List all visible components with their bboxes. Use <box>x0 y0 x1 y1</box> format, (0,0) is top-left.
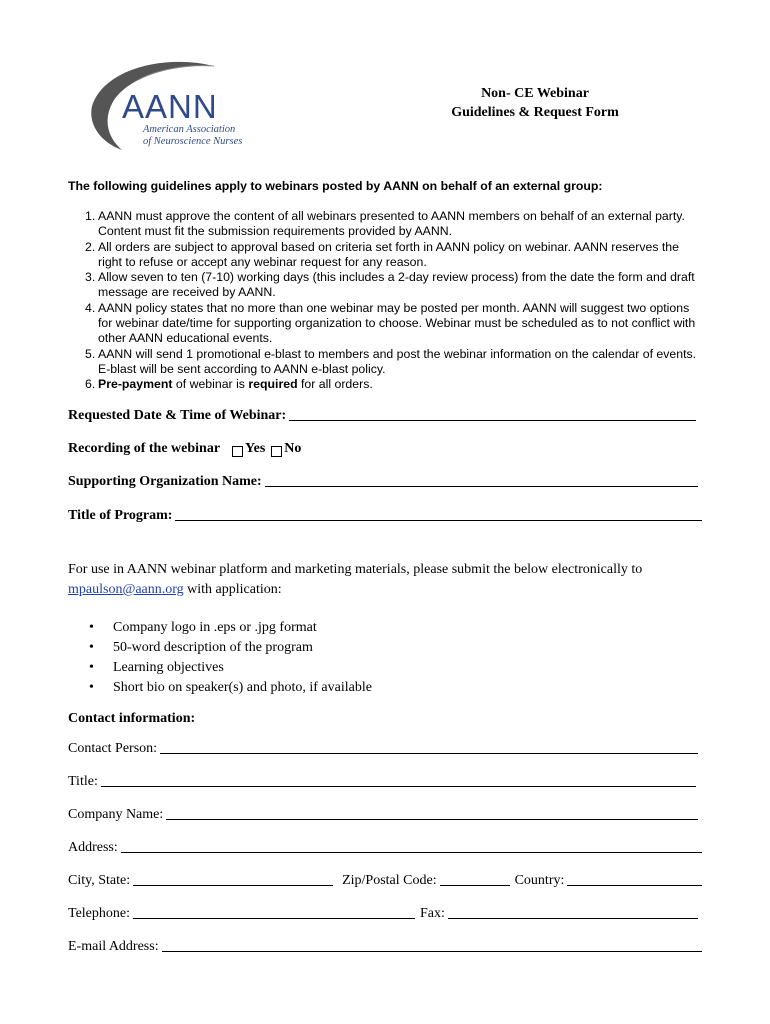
bullet-icon: • <box>89 660 94 675</box>
guideline-text: AANN will send 1 promotional e-blast to members and post the webinar information on the calendar of events. E-blast will be sent according to AANN e-blast policy. <box>98 346 697 376</box>
telephone-row <box>68 906 704 922</box>
aann-logo <box>86 58 276 158</box>
telephone-label: Telephone: <box>68 906 130 921</box>
email-field[interactable] <box>162 950 702 952</box>
fax-field[interactable] <box>448 917 698 919</box>
guideline-number: 3. <box>85 270 96 285</box>
requested-date-label: Requested Date & Time of Webinar: <box>68 408 287 423</box>
list-item <box>68 618 668 638</box>
list-item-text: Short bio on speaker(s) and photo, if available <box>113 680 372 695</box>
contact-person-label: Contact Person: <box>68 741 158 756</box>
logo-wordmark: AANN <box>122 88 218 125</box>
zip-label: Zip/Postal Code: <box>342 873 437 888</box>
guidelines-intro: The following guidelines apply to webinars posted by AANN on behalf of an external group: <box>68 179 603 193</box>
contact-title-row <box>68 774 704 790</box>
recording-row <box>68 441 704 457</box>
contact-person-field[interactable] <box>160 752 698 754</box>
program-title-row <box>68 508 704 524</box>
contact-heading: Contact information: <box>68 711 196 726</box>
bullet-icon: • <box>89 640 94 655</box>
materials-text-end: with application: <box>183 582 282 597</box>
list-item <box>68 638 668 658</box>
guideline-number: 5. <box>85 346 96 361</box>
prepayment-text: Pre-payment <box>98 377 173 392</box>
supporting-org-row <box>68 474 704 490</box>
address-field[interactable] <box>121 851 702 853</box>
recording-yes-label: Yes <box>245 441 266 456</box>
program-title-field[interactable] <box>175 519 702 521</box>
city-state-field[interactable] <box>133 884 333 886</box>
list-item <box>68 678 668 698</box>
logo-subtitle-line1: American Association <box>143 124 236 135</box>
program-title-label: Title of Program: <box>68 508 173 523</box>
guideline-number: 6. <box>85 377 96 392</box>
bullet-icon: • <box>89 680 94 695</box>
fax-label: Fax: <box>420 906 445 921</box>
guideline-item <box>68 347 704 378</box>
materials-text: For use in AANN webinar platform and marketing materials, please submit the below electronically to <box>68 562 643 577</box>
contact-person-row <box>68 741 704 757</box>
company-name-field[interactable] <box>166 818 698 820</box>
guideline-item <box>68 270 704 301</box>
guideline-text: of webinar is <box>172 377 249 392</box>
country-field[interactable] <box>567 884 702 886</box>
email-row <box>68 939 704 955</box>
guideline-text: Allow seven to ten (7-10) working days (this includes a 2-day review process) from the date the form and draft message are received by AANN. <box>98 270 695 300</box>
recording-label: Recording of the webinar <box>68 441 221 456</box>
logo-subtitle <box>143 124 242 148</box>
title-line1: Non- CE Webinar <box>481 86 589 101</box>
email-label: E-mail Address: <box>68 939 159 954</box>
document-title <box>430 84 640 122</box>
guideline-text: for all orders. <box>297 377 373 392</box>
city-state-label: City, State: <box>68 873 131 888</box>
guideline-number: 2. <box>85 239 96 254</box>
zip-field[interactable] <box>440 884 510 886</box>
guideline-number: 1. <box>85 209 96 223</box>
address-row <box>68 840 704 856</box>
company-name-row <box>68 807 704 823</box>
list-item-text: 50-word description of the program <box>113 640 313 655</box>
guideline-item <box>68 301 704 347</box>
recording-no-checkbox[interactable] <box>271 446 282 457</box>
address-label: Address: <box>68 840 118 855</box>
guideline-item <box>68 240 704 271</box>
materials-list <box>68 618 668 698</box>
city-row <box>68 873 704 889</box>
contact-title-field[interactable] <box>101 785 696 787</box>
guideline-item <box>68 377 704 392</box>
guideline-item <box>68 209 704 240</box>
guideline-text: AANN policy states that no more than one webinar may be posted per month. AANN will suggest two options for webinar date/time for supporting organization to choose. Webinar must be scheduled as to not conflict with other AANN educational events. <box>98 300 696 346</box>
supporting-org-field[interactable] <box>265 485 698 487</box>
guideline-text: AANN must approve the content of all webinars presented to AANN members on behalf of an external party. Content must fit the submission requirements provided by AANN. <box>98 209 685 239</box>
logo-subtitle-line2: of Neuroscience Nurses <box>143 136 243 147</box>
title-line2: Guidelines & Request Form <box>451 105 619 120</box>
country-label: Country: <box>514 873 565 888</box>
list-item-text: Learning objectives <box>113 660 224 675</box>
company-name-label: Company Name: <box>68 807 164 822</box>
telephone-field[interactable] <box>133 917 415 919</box>
materials-paragraph <box>68 560 704 600</box>
requested-date-field[interactable] <box>289 419 696 421</box>
recording-no-label: No <box>284 441 302 456</box>
contact-title-label: Title: <box>68 774 98 789</box>
recording-yes-checkbox[interactable] <box>232 446 243 457</box>
bullet-icon: • <box>89 620 94 635</box>
supporting-org-label: Supporting Organization Name: <box>68 474 262 489</box>
email-link[interactable]: mpaulson@aann.org <box>68 582 184 597</box>
guideline-text: All orders are subject to approval based on criteria set forth in AANN policy on webinar. AANN reserves the right to refuse or accept any webinar request for any reason. <box>98 239 679 269</box>
required-text: required <box>248 377 298 392</box>
requested-date-row <box>68 408 704 424</box>
guidelines-list <box>68 209 704 393</box>
list-item-text: Company logo in .eps or .jpg format <box>113 620 317 635</box>
list-item <box>68 658 668 678</box>
guideline-number: 4. <box>85 300 96 315</box>
